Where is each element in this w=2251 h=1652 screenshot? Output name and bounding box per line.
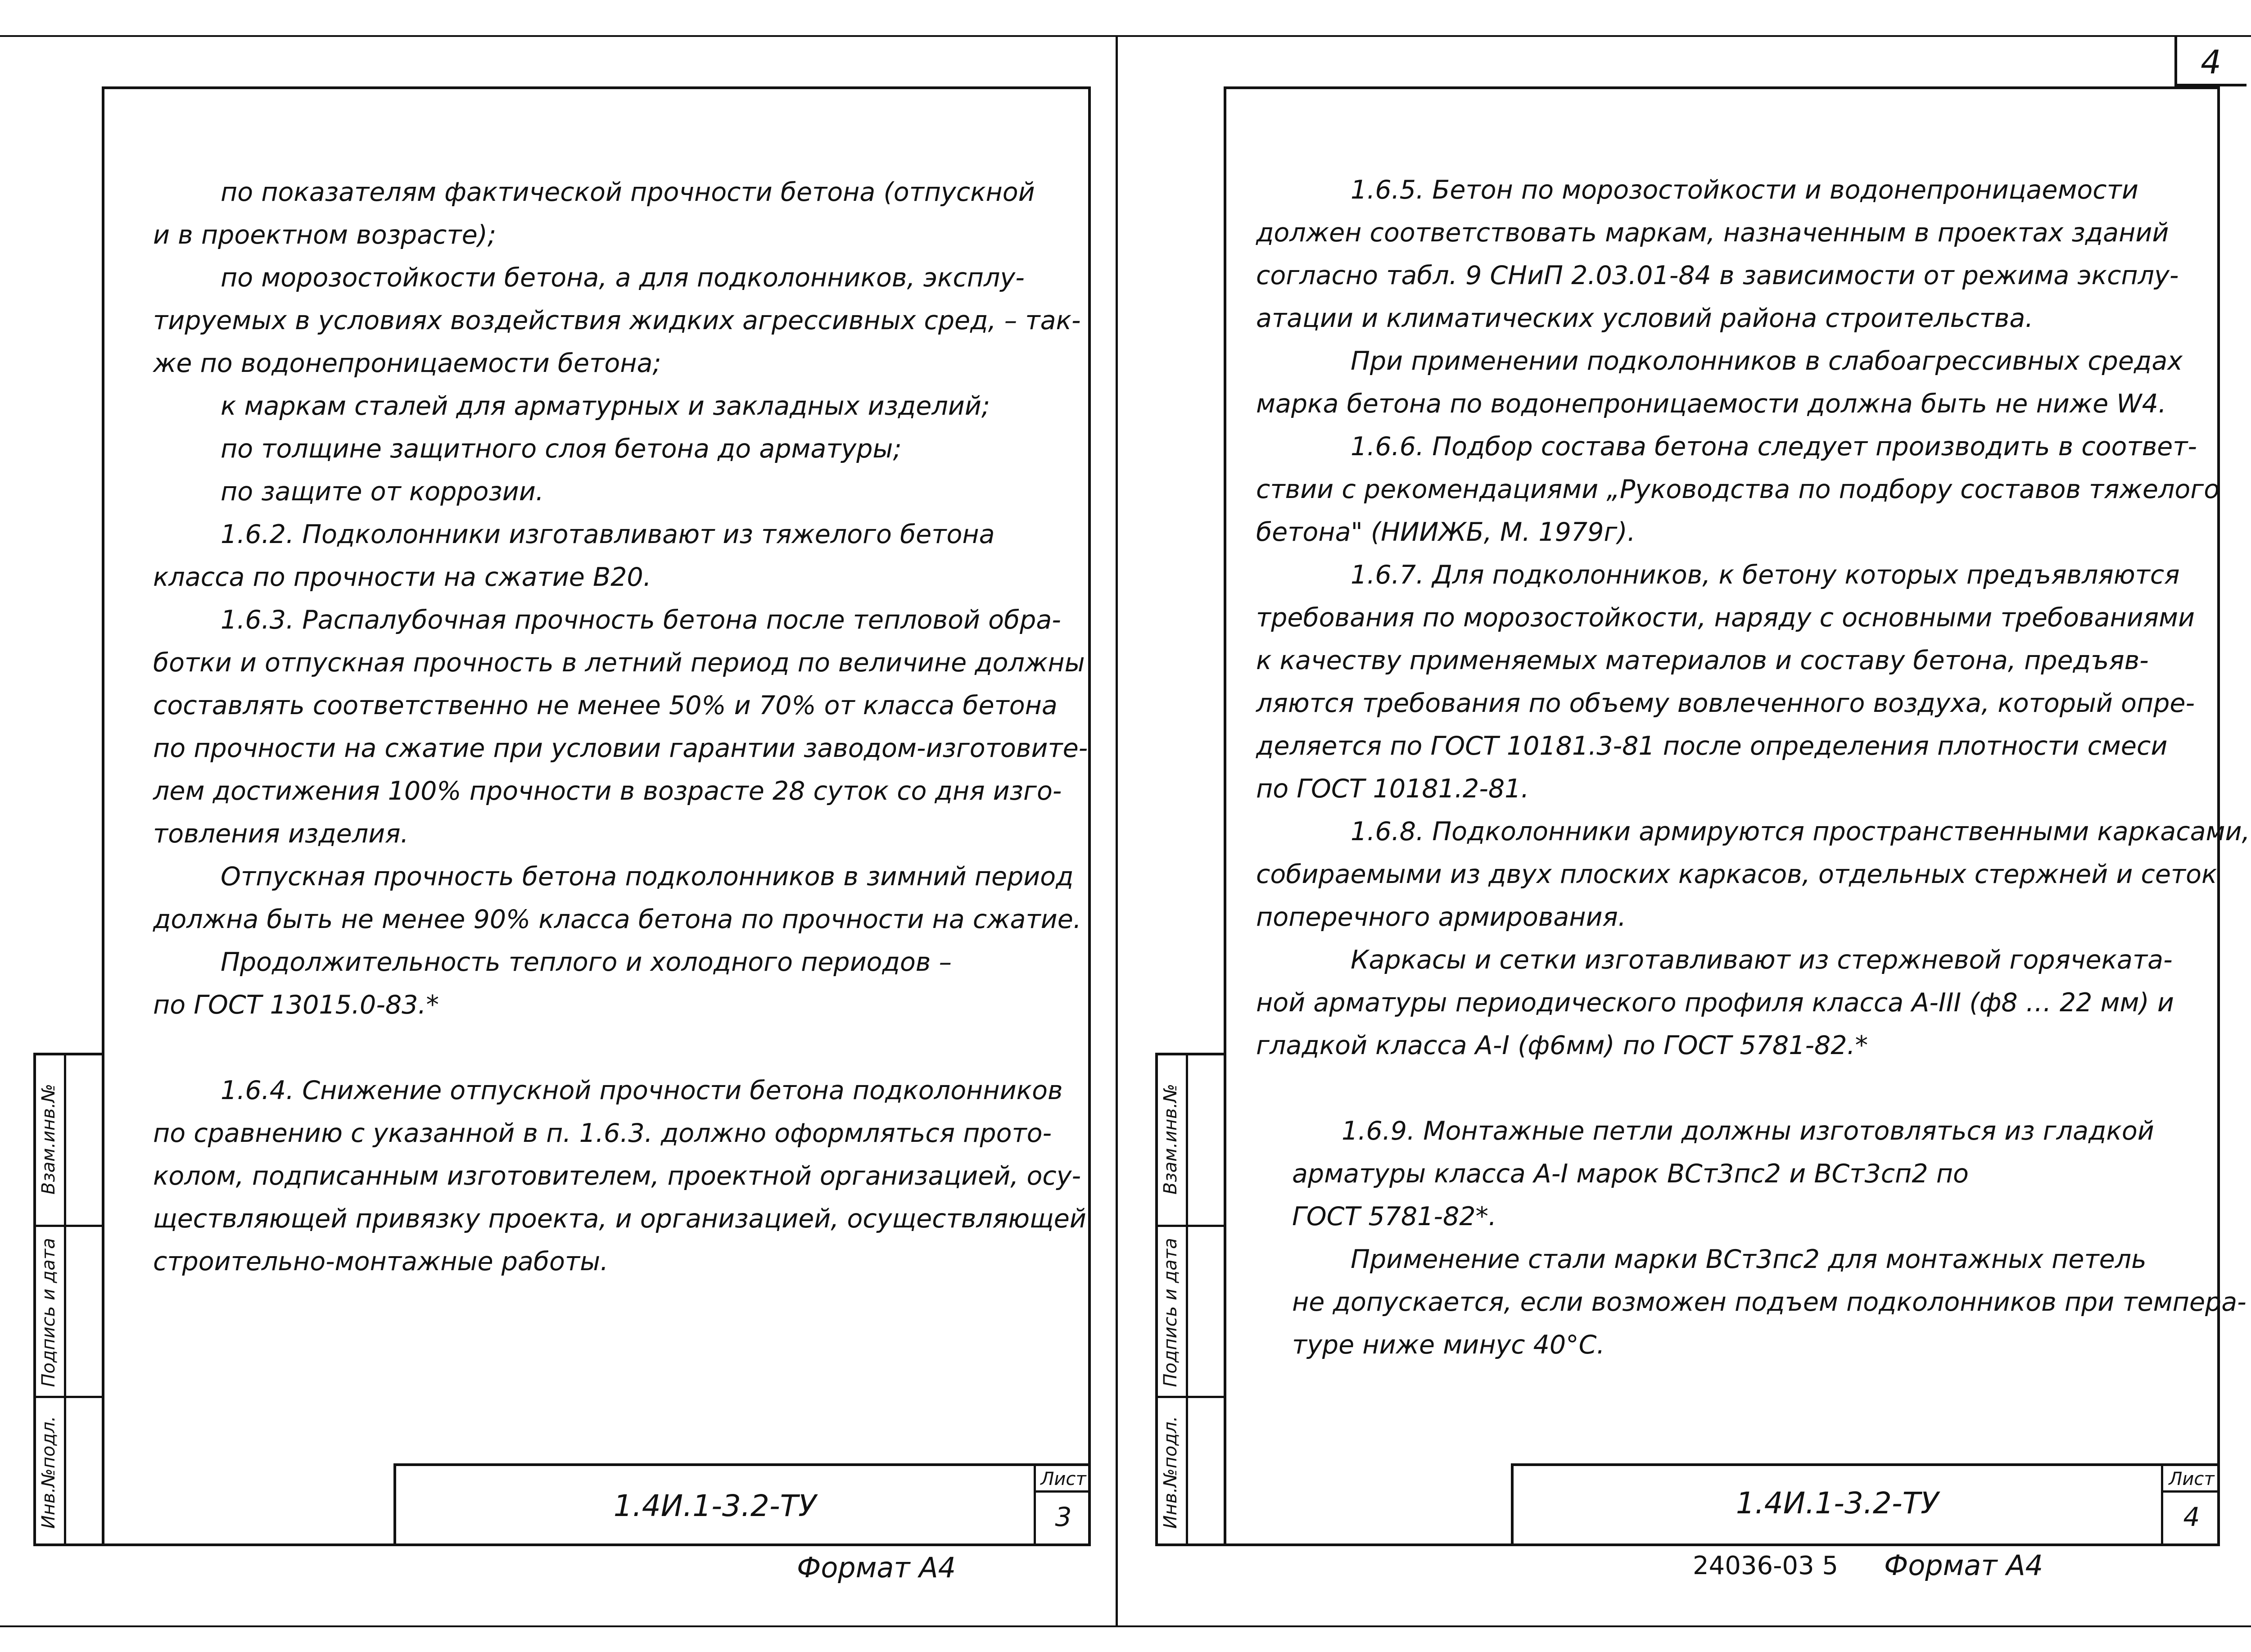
text-line: по ГОСТ 13015.0-83.*	[153, 990, 439, 1020]
right-stamp-div-h	[2161, 1490, 2220, 1493]
text-line: бетона" (НИИЖБ, М. 1979г).	[1256, 517, 1636, 547]
paragraph	[1256, 297, 2201, 340]
paragraph	[153, 770, 1076, 813]
right-side-label-1: Инв.№подл.	[1160, 1416, 1181, 1529]
text-line: по сравнению с указанной в п. 1.6.3. должно оформляться прото-	[153, 1118, 1052, 1148]
paragraph	[153, 556, 1076, 599]
paragraph	[1256, 597, 2201, 639]
left-stamp-sheet-number: 3	[1055, 1502, 1072, 1532]
paragraph	[1256, 1324, 2201, 1367]
paragraph	[1256, 340, 2201, 383]
text-line: по ГОСТ 10181.2-81.	[1256, 774, 1529, 804]
text-line: согласно табл. 9 СНиП 2.03.01-84 в зависимости от режима эксплу-	[1256, 261, 2179, 290]
paragraph	[1256, 383, 2201, 425]
text-line: должен соответствовать маркам, назначенным в проектах зданий	[1256, 218, 2169, 248]
text-line: деляется по ГОСТ 10181.3-81 после определения плотности смеси	[1256, 731, 2168, 761]
left-side-label-1: Инв.№подл.	[38, 1416, 59, 1529]
top-scan-edge	[0, 35, 2251, 37]
right-side-label-2: Подпись и дата	[1160, 1238, 1181, 1387]
text-line: требования по морозостойкости, наряду с основными требованиями	[1256, 603, 2195, 633]
paragraph	[1256, 1281, 2246, 1324]
text-line: по морозостойкости бетона, а для подколонников, эксплу-	[221, 263, 1025, 293]
paragraph	[1256, 425, 2201, 468]
paragraph	[1256, 468, 2220, 511]
paragraph	[153, 642, 1085, 684]
text-line: 1.6.4. Снижение отпускной прочности бетона подколонников	[221, 1076, 1063, 1105]
text-line: ГОСТ 5781-82*.	[1292, 1202, 1497, 1231]
paragraph	[1256, 511, 2201, 554]
paragraph	[1256, 768, 2201, 810]
sheet-corner-number: 4	[2201, 43, 2221, 81]
paragraph	[153, 984, 1076, 1027]
right-side-stamp-inner-v	[1186, 1053, 1188, 1546]
paragraph	[153, 599, 1076, 642]
text-line: 1.6.7. Для подколонников, к бетону которых предъявляются	[1351, 560, 2180, 590]
text-line: по защите от коррозии.	[221, 477, 544, 507]
paragraph	[1256, 896, 2201, 939]
text-line: 1.6.3. Распалубочная прочность бетона после тепловой обра-	[221, 605, 1061, 635]
paragraph	[153, 257, 1076, 299]
text-line: Продолжительность теплого и холодного периодов –	[221, 947, 952, 977]
text-line: класса по прочности на сжатие В20.	[153, 562, 651, 592]
left-side-stamp-inner-v	[64, 1053, 66, 1546]
text-line: При применении подколонников в слабоагрессивных средах	[1351, 346, 2183, 376]
text-line: 1.6.8. Подколонники армируются пространственными каркасами,	[1351, 817, 2250, 846]
paragraph	[153, 813, 1076, 855]
text-line: к качеству применяемых материалов и составу бетона, предъяв-	[1256, 646, 2149, 675]
paragraph	[153, 342, 1076, 385]
text-line: Применение стали марки ВСт3пс2 для монтажных петель	[1351, 1245, 2147, 1274]
text-line: товления изделия.	[153, 819, 409, 849]
text-line: марка бетона по водонепроницаемости должна быть не ниже W4.	[1256, 389, 2167, 419]
text-line: туре ниже минус 40°С.	[1292, 1330, 1605, 1360]
paragraph	[153, 855, 1076, 898]
right-stamp-sheet-number: 4	[2183, 1502, 2200, 1532]
text-line: к маркам сталей для арматурных и закладных изделий;	[221, 391, 990, 421]
text-line: по показателям фактической прочности бетона (отпускной	[221, 177, 1035, 207]
text-line: ной арматуры периодического профиля класса А-III (ф8 … 22 мм) и	[1256, 988, 2174, 1018]
paragraph	[1256, 169, 2201, 212]
paragraph	[1256, 1110, 2201, 1153]
bottom-scan-edge	[0, 1625, 2251, 1627]
left-side-stamp-div2	[33, 1396, 104, 1398]
right-format-label: Формат А4	[1884, 1549, 2043, 1582]
paragraph	[1256, 1195, 2201, 1238]
text-line: 1.6.2. Подколонники изготавливают из тяжелого бетона	[221, 520, 995, 549]
text-line: ствии с рекомендациями „Руководства по подбору составов тяжелого	[1256, 475, 2220, 504]
text-line: должна быть не менее 90% класса бетона по прочности на сжатие.	[153, 905, 1081, 934]
right-side-stamp-div1	[1155, 1225, 1226, 1227]
paragraph	[153, 1198, 1086, 1240]
text-line: Каркасы и сетки изготавливают из стержневой горячеката-	[1351, 945, 2173, 975]
sheet-corner-box	[2174, 37, 2246, 86]
text-line: 1.6.6. Подбор состава бетона следует производить в соответ-	[1351, 432, 2197, 462]
left-format-label: Формат А4	[797, 1551, 956, 1584]
text-line: тируемых в условиях воздействия жидких агрессивных сред, – так-	[153, 306, 1081, 335]
paragraph	[1256, 254, 2201, 297]
paragraph	[153, 727, 1088, 770]
text-line: 1.6.9. Монтажные петли должны изготовляться из гладкой	[1342, 1116, 2154, 1146]
paragraph	[153, 1155, 1081, 1198]
paragraph	[153, 428, 1076, 471]
paragraph	[1256, 810, 2250, 853]
text-line: и в проектном возрасте);	[153, 220, 497, 250]
paragraph	[1256, 725, 2201, 768]
text-line: составлять соответственно не менее 50% и 70% от класса бетона	[153, 691, 1058, 720]
right-stamp-code: 1.4И.1-3.2-ТУ	[1736, 1486, 1939, 1521]
left-side-label-2: Подпись и дата	[38, 1238, 59, 1387]
page-divider	[1116, 35, 1118, 1625]
paragraph	[1256, 639, 2201, 682]
paragraph	[153, 941, 1076, 984]
paragraph	[153, 513, 1076, 556]
paragraph	[153, 299, 1081, 342]
right-body-text	[1256, 169, 2250, 1367]
paragraph	[153, 1069, 1076, 1112]
text-line: ляются требования по объему вовлеченного воздуха, который опре-	[1256, 688, 2195, 718]
text-line: ществляющей привязку проекта, и организацией, осуществляющей	[153, 1204, 1086, 1234]
paragraph	[153, 898, 1081, 941]
paragraph	[1256, 682, 2201, 725]
text-line: Отпускная прочность бетона подколонников в зимний период	[221, 862, 1074, 892]
right-stamp-sheet-label: Лист	[2169, 1469, 2215, 1489]
paragraph	[153, 214, 1076, 257]
text-line: гладкой класса А-I (ф6мм) по ГОСТ 5781-82.*	[1256, 1031, 1868, 1060]
text-line: арматуры класса А-I марок ВСт3пс2 и ВСт3сп2 по	[1292, 1159, 1969, 1189]
paragraph	[1256, 1238, 2201, 1281]
right-archive-number: 24036-03 5	[1693, 1551, 1839, 1580]
right-side-label-3: Взам.инв.№	[1160, 1083, 1181, 1195]
text-line: строительно-монтажные работы.	[153, 1247, 609, 1276]
paragraph	[1256, 939, 2201, 982]
text-line: не допускается, если возможен подъем подколонников при темпера-	[1292, 1287, 2246, 1317]
paragraph	[153, 385, 1076, 428]
paragraph	[1256, 554, 2201, 597]
text-line: по прочности на сжатие при условии гарантии заводом-изготовите-	[153, 733, 1088, 763]
left-stamp-sheet-label: Лист	[1040, 1469, 1086, 1489]
text-line: собираемыми из двух плоских каркасов, отдельных стержней и сеток	[1256, 860, 2217, 889]
text-line: поперечного армирования.	[1256, 902, 1626, 932]
text-line: атации и климатических условий района строительства.	[1256, 303, 2034, 333]
text-line: же по водонепроницаемости бетона;	[153, 349, 661, 378]
text-line: 1.6.5. Бетон по морозостойкости и водонепроницаемости	[1351, 175, 2138, 205]
left-stamp-div-h	[1034, 1490, 1091, 1493]
text-line: по толщине защитного слоя бетона до арматуры;	[221, 434, 902, 464]
right-side-stamp-div2	[1155, 1396, 1226, 1398]
text-line: колом, подписанным изготовителем, проектной организацией, осу-	[153, 1161, 1081, 1191]
left-side-label-3: Взам.инв.№	[38, 1083, 59, 1195]
paragraph	[153, 1112, 1076, 1155]
left-stamp-code: 1.4И.1-3.2-ТУ	[613, 1489, 817, 1523]
paragraph	[1256, 853, 2217, 896]
paragraph	[153, 684, 1076, 727]
left-side-stamp-div1	[33, 1225, 104, 1227]
paragraph	[153, 171, 1076, 214]
text-line: лем достижения 100% прочности в возрасте 28 суток со дня изго-	[153, 776, 1062, 806]
paragraph	[1256, 212, 2201, 254]
paragraph	[1256, 982, 2201, 1024]
paragraph	[153, 471, 1076, 513]
paragraph	[1256, 1153, 2201, 1195]
paragraph	[1256, 1024, 2201, 1067]
text-line: ботки и отпускная прочность в летний период по величине должны	[153, 648, 1085, 678]
paragraph	[153, 1240, 1076, 1283]
left-body-text	[153, 171, 1088, 1283]
